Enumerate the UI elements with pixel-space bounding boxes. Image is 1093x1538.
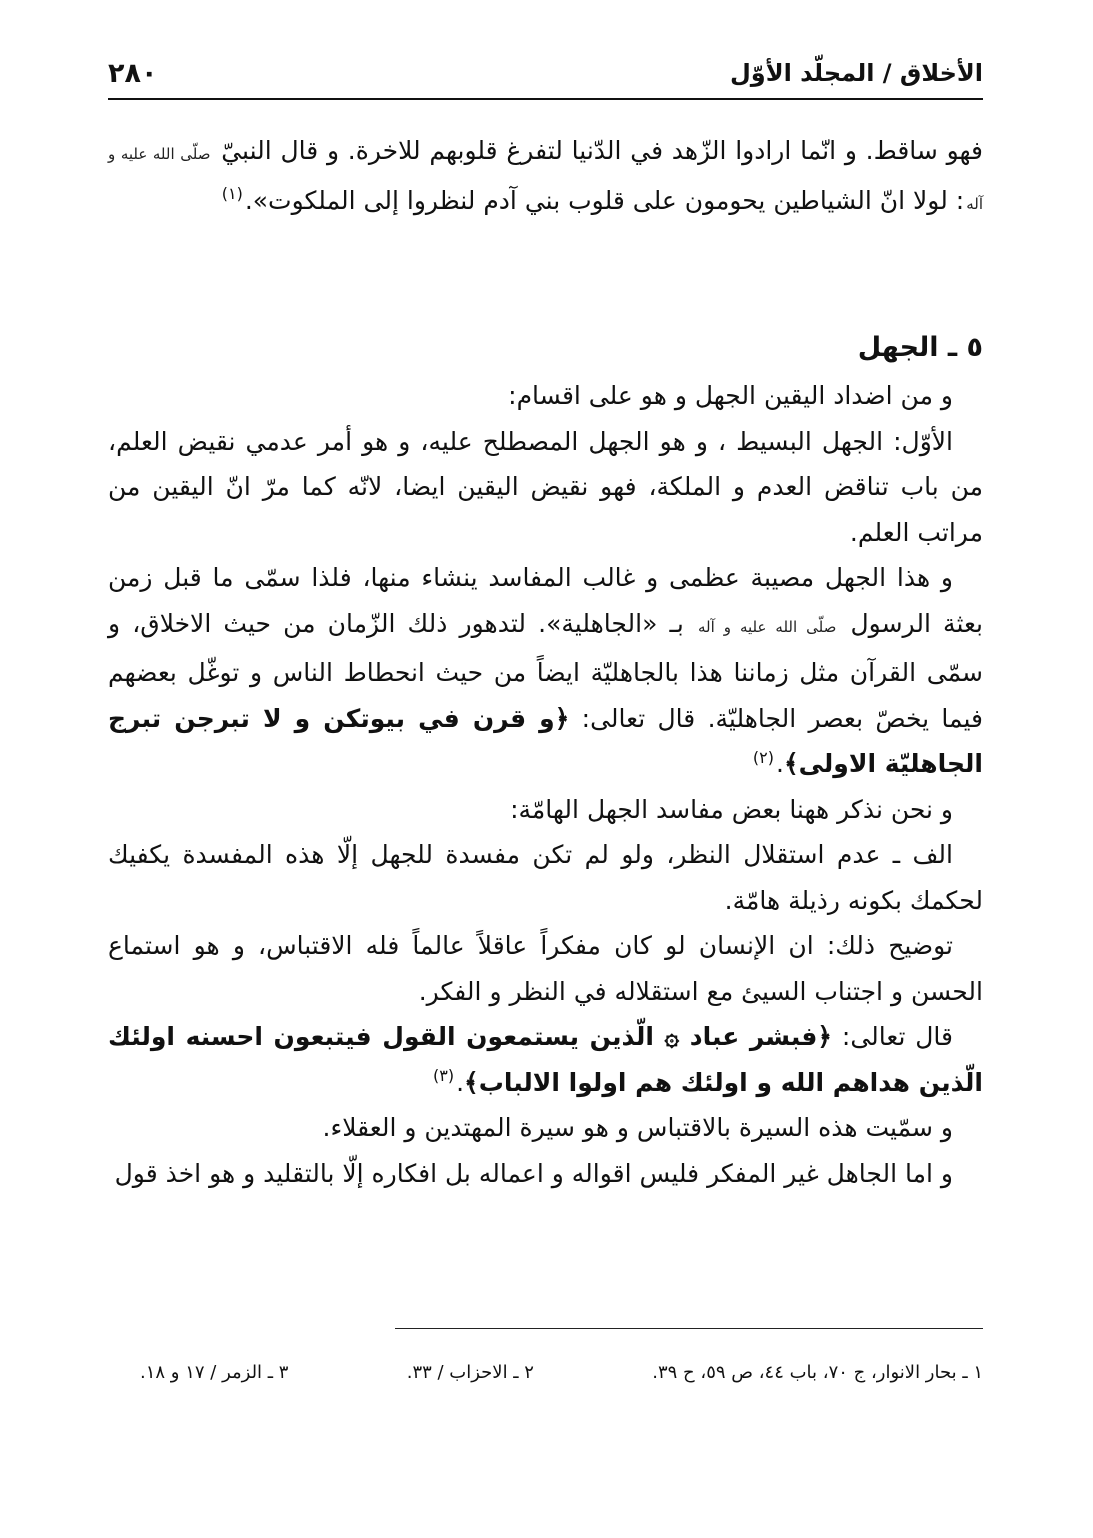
running-title: الأخلاق / المجلّد الأوّل bbox=[729, 59, 983, 87]
paragraph-text: . bbox=[776, 749, 784, 778]
paragraph: و من اضداد اليقين الجهل و هو على اقسام: bbox=[508, 381, 953, 410]
paragraph: و سمّيت هذه السيرة بالاقتباس و هو سيرة المهتدين و العقلاء. bbox=[322, 1113, 953, 1142]
quran-verse: ﴿و قرن في بيوتكن و لا تبرجن تبرج الجاهليّة الاولى﴾ bbox=[108, 703, 983, 778]
page-number: ٢٨٠ bbox=[108, 57, 158, 89]
paragraph: توضيح ذلك: ان الإنسان لو كان مفكراً عاقلاً عالماً فله الاقتباس، و هو استماع الحسن و اجتناب السيئ مع استقلاله في النظر و الفكر. bbox=[108, 931, 983, 1006]
header-rule bbox=[108, 98, 983, 100]
salawat-glyph: صلّى الله عليه و آله bbox=[108, 145, 983, 213]
intro-text: فهو ساقط. و انّما ارادوا الزّهد في الدّنيا لتفرغ قلوبهم للاخرة. و قال النبيّ bbox=[221, 136, 983, 165]
footnote-marker-1: (١) bbox=[221, 184, 243, 204]
footnote-marker-2: (٢) bbox=[752, 747, 775, 767]
paragraph-text: بـ «الجاهلية». لتدهور ذلك الزّمان من حيث الاخلاق، و سمّى القرآن مثل زماننا هذا بالجاهليّة ايضاً من حيث انحطاط الناس و توغّل بعضهم فيما يخصّ بعصر الجاهليّة. قال تعالى: bbox=[108, 608, 983, 733]
footnotes bbox=[140, 1362, 983, 1383]
footnote-2: ٢ ـ الاحزاب / ٣٣. bbox=[406, 1362, 534, 1383]
intro-text-2: الشياطين يحومون على قلوب بني آدم لنظروا إلى الملكوت». bbox=[244, 185, 872, 215]
paragraph: و اما الجاهل غير المفكر فليس اقواله و اعماله بل افكاره إلّا بالتقليد و هو اخذ قول bbox=[114, 1158, 953, 1188]
intro-text-end: : لولا انّ bbox=[879, 185, 965, 215]
paragraph-text: . bbox=[456, 1067, 465, 1097]
paragraph bbox=[108, 555, 983, 787]
footnote-rule bbox=[395, 1328, 983, 1329]
footnote-marker-3: (٣) bbox=[433, 1066, 455, 1086]
paragraph-text: قال تعالى: bbox=[841, 1022, 953, 1051]
paragraph: و نحن نذكر ههنا بعض مفاسد الجهل الهامّة: bbox=[510, 794, 953, 824]
section-title: ٥ ـ الجهل bbox=[857, 332, 983, 363]
footnote-3: ٣ ـ الزمر / ١٧ و ١٨. bbox=[140, 1362, 289, 1383]
salawat-glyph: صلّى الله عليه و آله bbox=[698, 617, 837, 636]
intro-paragraph bbox=[108, 128, 983, 227]
page-header bbox=[108, 50, 983, 96]
quran-verse: ﴿فبشر عباد ۞ الّذين يستمعون القول فيتبعون احسنه اولئك الّذين هداهم الله و اولئك هم اولوا الالباب﴾ bbox=[108, 1022, 983, 1097]
paragraph-text: و هذا الجهل مصيبة عظمى و غالب المفاسد ينشاء منها، فلذا سمّى ما قبل زمن بعثة الرسول bbox=[108, 563, 984, 638]
footnote-1: ١ ـ بحار الانوار، ج ٧٠، باب ٤٤، ص ٥٩، ح ٣٩. bbox=[652, 1362, 983, 1383]
paragraph: الف ـ عدم استقلال النظر، ولو لم تكن مفسدة للجهل إلّا هذه المفسدة يكفيك لحكمك بكونه رذيلة هامّة. bbox=[108, 840, 983, 915]
paragraph bbox=[108, 1014, 983, 1105]
paragraph: الأوّل: الجهل البسيط ، و هو الجهل المصطلح عليه، و هو أمر عدمي نقيض العلم، من باب تناقض العدم و الملكة، فهو نقيض اليقين ايضا، لانّه كما مرّ انّ اليقين من مراتب العلم. bbox=[108, 426, 983, 547]
page-body bbox=[108, 128, 983, 1196]
